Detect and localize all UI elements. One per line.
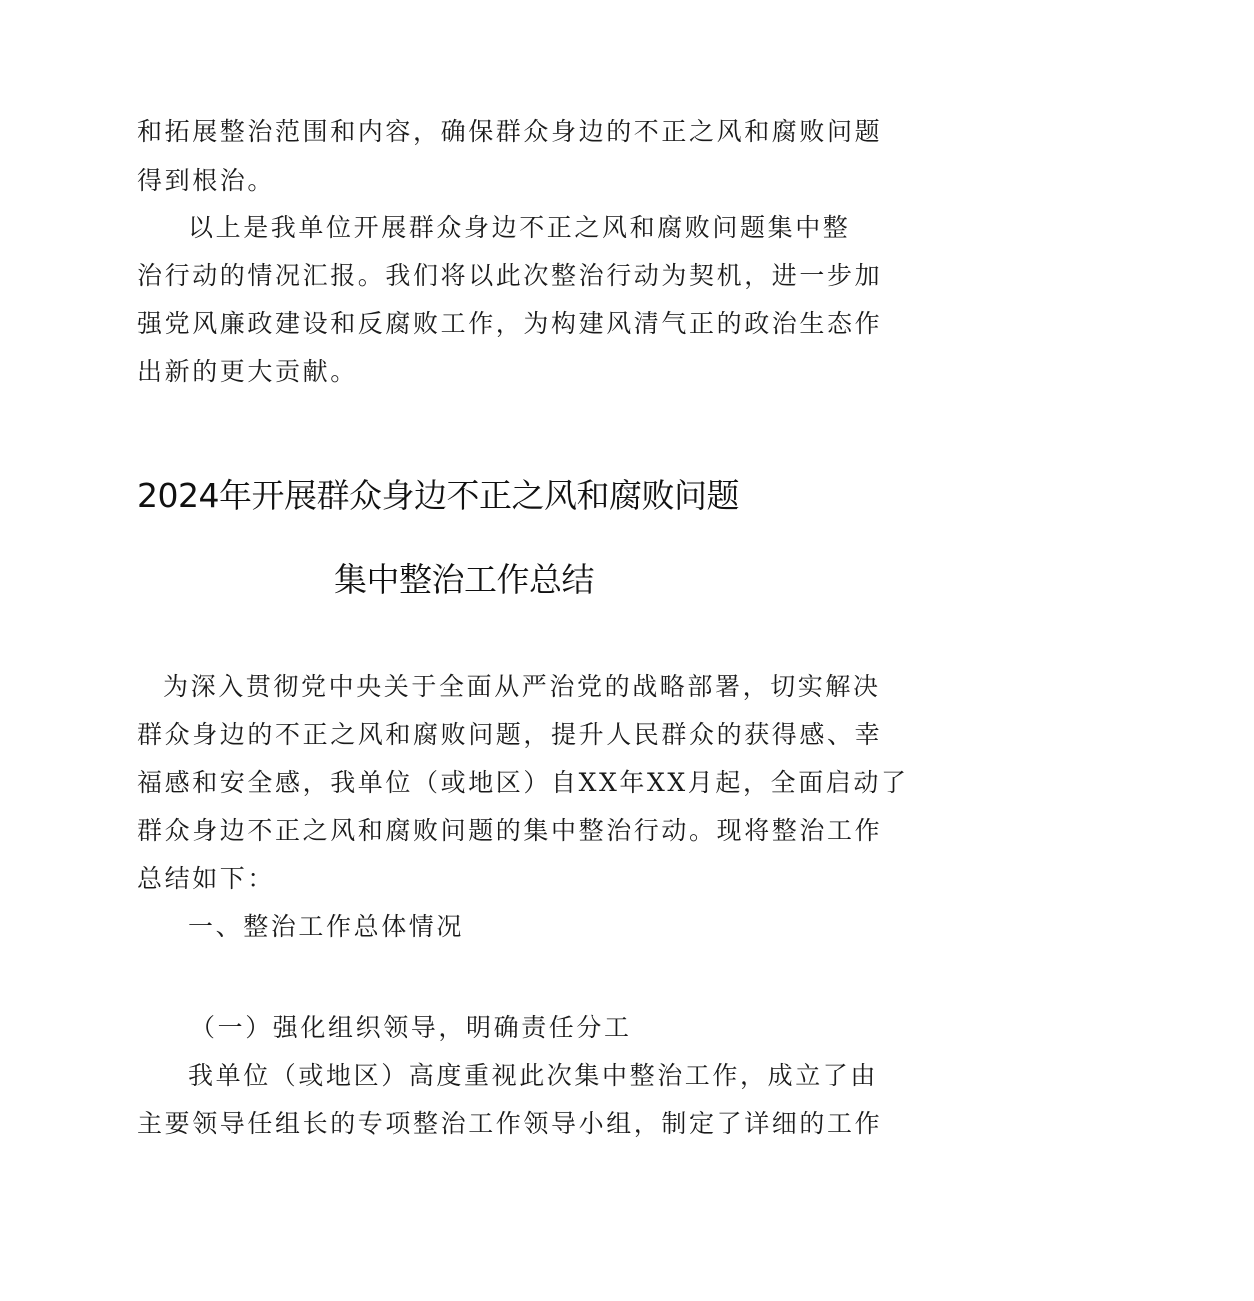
body-line: 我单位（或地区）高度重视此次集中整治工作，成立了由 xyxy=(188,1061,879,1090)
section-heading: 一、整治工作总体情况 xyxy=(188,912,465,941)
paragraph-line: 得到根治。 xyxy=(137,166,276,195)
intro-line: 为深入贯彻党中央关于全面从严治党的战略部署，切实解决 xyxy=(163,672,881,701)
intro-line: 福感和安全感，我单位（或地区）自XX年XX月起，全面启动了 xyxy=(137,768,909,797)
paragraph-line: 和拓展整治范围和内容，确保群众身边的不正之风和腐败问题 xyxy=(137,117,883,146)
section-subheading: （一）强化组织领导，明确责任分工 xyxy=(190,1013,632,1042)
paragraph-line: 强党风廉政建设和反腐败工作，为构建风清气正的政治生态作 xyxy=(137,309,883,338)
document-title-line1: 2024年开展群众身边不正之风和腐败问题 xyxy=(137,476,739,515)
paragraph-line: 治行动的情况汇报。我们将以此次整治行动为契机，进一步加 xyxy=(137,261,883,290)
document-title-line2: 集中整治工作总结 xyxy=(334,560,594,599)
intro-line: 群众身边不正之风和腐败问题的集中整治行动。现将整治工作 xyxy=(137,816,883,845)
paragraph-line: 出新的更大贡献。 xyxy=(137,357,358,386)
body-line: 主要领导任组长的专项整治工作领导小组，制定了详细的工作 xyxy=(137,1109,883,1138)
intro-line: 总结如下： xyxy=(137,864,276,893)
intro-line: 群众身边的不正之风和腐败问题，提升人民群众的获得感、幸 xyxy=(137,720,883,749)
paragraph-line: 以上是我单位开展群众身边不正之风和腐败问题集中整 xyxy=(188,213,851,242)
